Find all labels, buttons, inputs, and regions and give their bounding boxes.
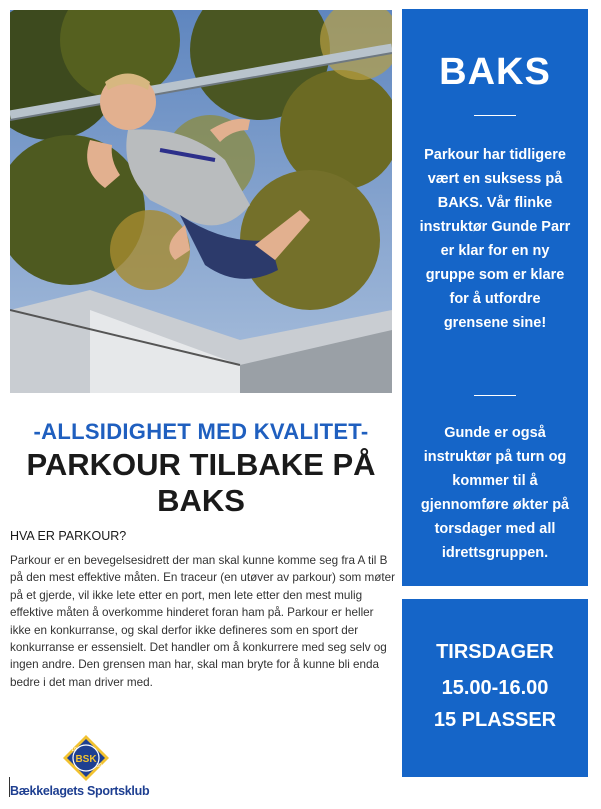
logo-badge-year-top: 19 (71, 747, 77, 753)
section-heading: HVA ER PARKOUR? (10, 529, 127, 543)
info-panel (402, 9, 588, 586)
schedule-panel (402, 599, 588, 777)
parkour-photo-illustration (10, 10, 392, 393)
body-paragraph: Parkour er en bevegelsesidrett der man skal kunne komme seg fra A til B på den mest effektive måten. En traceur (en utøver av parkour) som møter på et gjerde, vil ikke lete etter en port, men lete etter den mest mulig effektive måten å overkomme hinderet foran ham på. Parkour er heller ikke en konkurranse, og skal derfor ikke defineres som en sport der konkurranse er essensielt. Det handler om å konkurrere med seg selv og ingen andre. Den grensen man har, skal man bryte for å kunne bli enda bedre i det man driver med. (10, 554, 395, 689)
logo-badge-year-bottom: 09 (96, 763, 102, 769)
parkour-photo (10, 10, 392, 393)
logo-badge-letters: BSK (75, 754, 97, 765)
divider (474, 115, 516, 116)
schedule-day: TIRSDAGER (436, 641, 554, 663)
panel-title: BAKS (439, 51, 551, 93)
headline: PARKOUR TILBAKE PÅ BAKS (26, 447, 376, 518)
club-logo-icon (62, 734, 110, 782)
schedule-spots: 15 PLASSER (433, 709, 557, 731)
tagline: -ALLSIDIGHET MED KVALITET- (33, 419, 369, 444)
divider (474, 395, 516, 396)
schedule-time: 15.00-16.00 (441, 677, 549, 699)
club-name: Bækkelagets Sportsklub (10, 784, 150, 798)
panel-text-instructor: Gunde er også instruktør på turn og kommer til å gjennomføre økter på torsdager med all idrettsgruppen. (420, 425, 570, 561)
panel-text-intro: Parkour har tidligere vært en suksess på BAKS. Vår flinke instruktør Gunde Parr er klar for en ny gruppe som er klare for å utfordre grensene sine! (419, 147, 571, 331)
